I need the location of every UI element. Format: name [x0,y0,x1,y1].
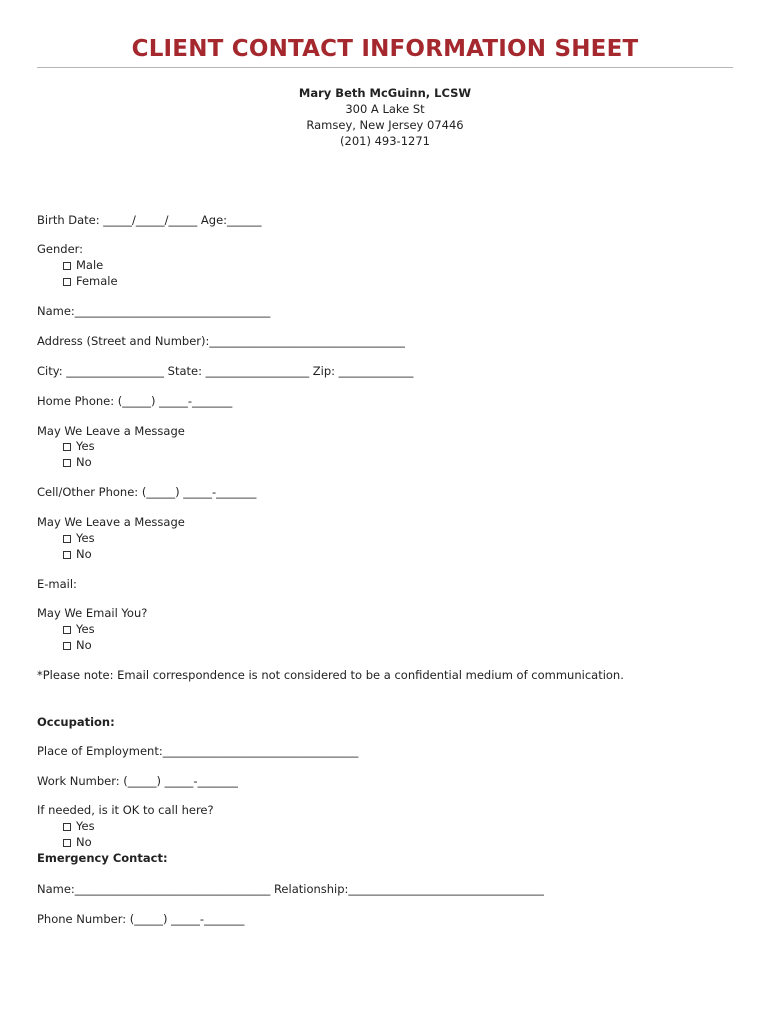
gender-male-label: Male [76,258,104,272]
checkbox-icon[interactable] [63,839,71,847]
address-field[interactable]: Address (Street and Number):__________________________________ [37,334,405,348]
checkbox-icon[interactable] [63,262,71,270]
email-confidentiality-note: *Please note: Email correspondence is not considered to be a confidential medium of communication. [37,668,624,682]
cell-message-no-option[interactable] [63,546,92,562]
city-state-zip-field[interactable]: City: _________________ State: __________________ Zip: _____________ [37,364,414,378]
yes-label: Yes [76,819,95,833]
title-divider [37,67,733,68]
provider-name: Mary Beth McGuinn, LCSW [298,86,472,100]
yes-label: Yes [76,622,95,636]
cell-message-label: May We Leave a Message [37,515,185,529]
checkbox-icon[interactable] [63,459,71,467]
yes-label: Yes [76,531,95,545]
no-label: No [76,455,92,469]
form-title: CLIENT CONTACT INFORMATION SHEET [131,36,639,62]
gender-male-option[interactable] [63,257,103,273]
ok-to-call-no-option[interactable] [63,834,92,850]
occupation-heading: Occupation: [37,715,115,729]
home-message-yes-option[interactable] [63,438,95,454]
home-phone-field[interactable]: Home Phone: (_____) _____-_______ [37,394,233,408]
email-no-option[interactable] [63,637,92,653]
place-of-employment-field[interactable]: Place of Employment:__________________________________ [37,744,359,758]
checkbox-icon[interactable] [63,642,71,650]
checkbox-icon[interactable] [63,626,71,634]
email-yes-option[interactable] [63,621,95,637]
home-message-label: May We Leave a Message [37,424,185,438]
emergency-phone-field[interactable]: Phone Number: (_____) _____-_______ [37,912,245,926]
name-field[interactable]: Name:__________________________________ [37,304,271,318]
provider-city-state-zip: Ramsey, New Jersey 07446 [306,118,464,132]
ok-to-call-yes-option[interactable] [63,818,95,834]
gender-female-option[interactable] [63,273,118,289]
cell-message-yes-option[interactable] [63,530,95,546]
gender-label: Gender: [37,242,84,256]
email-permission-label: May We Email You? [37,606,148,620]
ok-to-call-label: If needed, is it OK to call here? [37,803,214,817]
no-label: No [76,835,92,849]
provider-header [0,85,770,149]
no-label: No [76,638,92,652]
emergency-name-relationship-field[interactable]: Name:__________________________________ Relationship:__________________________________ [37,882,544,896]
work-number-field[interactable]: Work Number: (_____) _____-_______ [37,774,238,788]
checkbox-icon[interactable] [63,278,71,286]
provider-street: 300 A Lake St [345,102,425,116]
checkbox-icon[interactable] [63,551,71,559]
cell-phone-field[interactable]: Cell/Other Phone: (_____) _____-_______ [37,485,257,499]
checkbox-icon[interactable] [63,443,71,451]
yes-label: Yes [76,439,95,453]
gender-female-label: Female [76,274,118,288]
birth-date-age-field[interactable]: Birth Date: _____/_____/_____ Age:______ [37,213,262,227]
email-field[interactable]: E-mail: [37,577,77,591]
checkbox-icon[interactable] [63,823,71,831]
home-message-no-option[interactable] [63,454,92,470]
emergency-contact-heading: Emergency Contact: [37,851,168,865]
no-label: No [76,547,92,561]
provider-phone: (201) 493-1271 [340,134,430,148]
checkbox-icon[interactable] [63,535,71,543]
